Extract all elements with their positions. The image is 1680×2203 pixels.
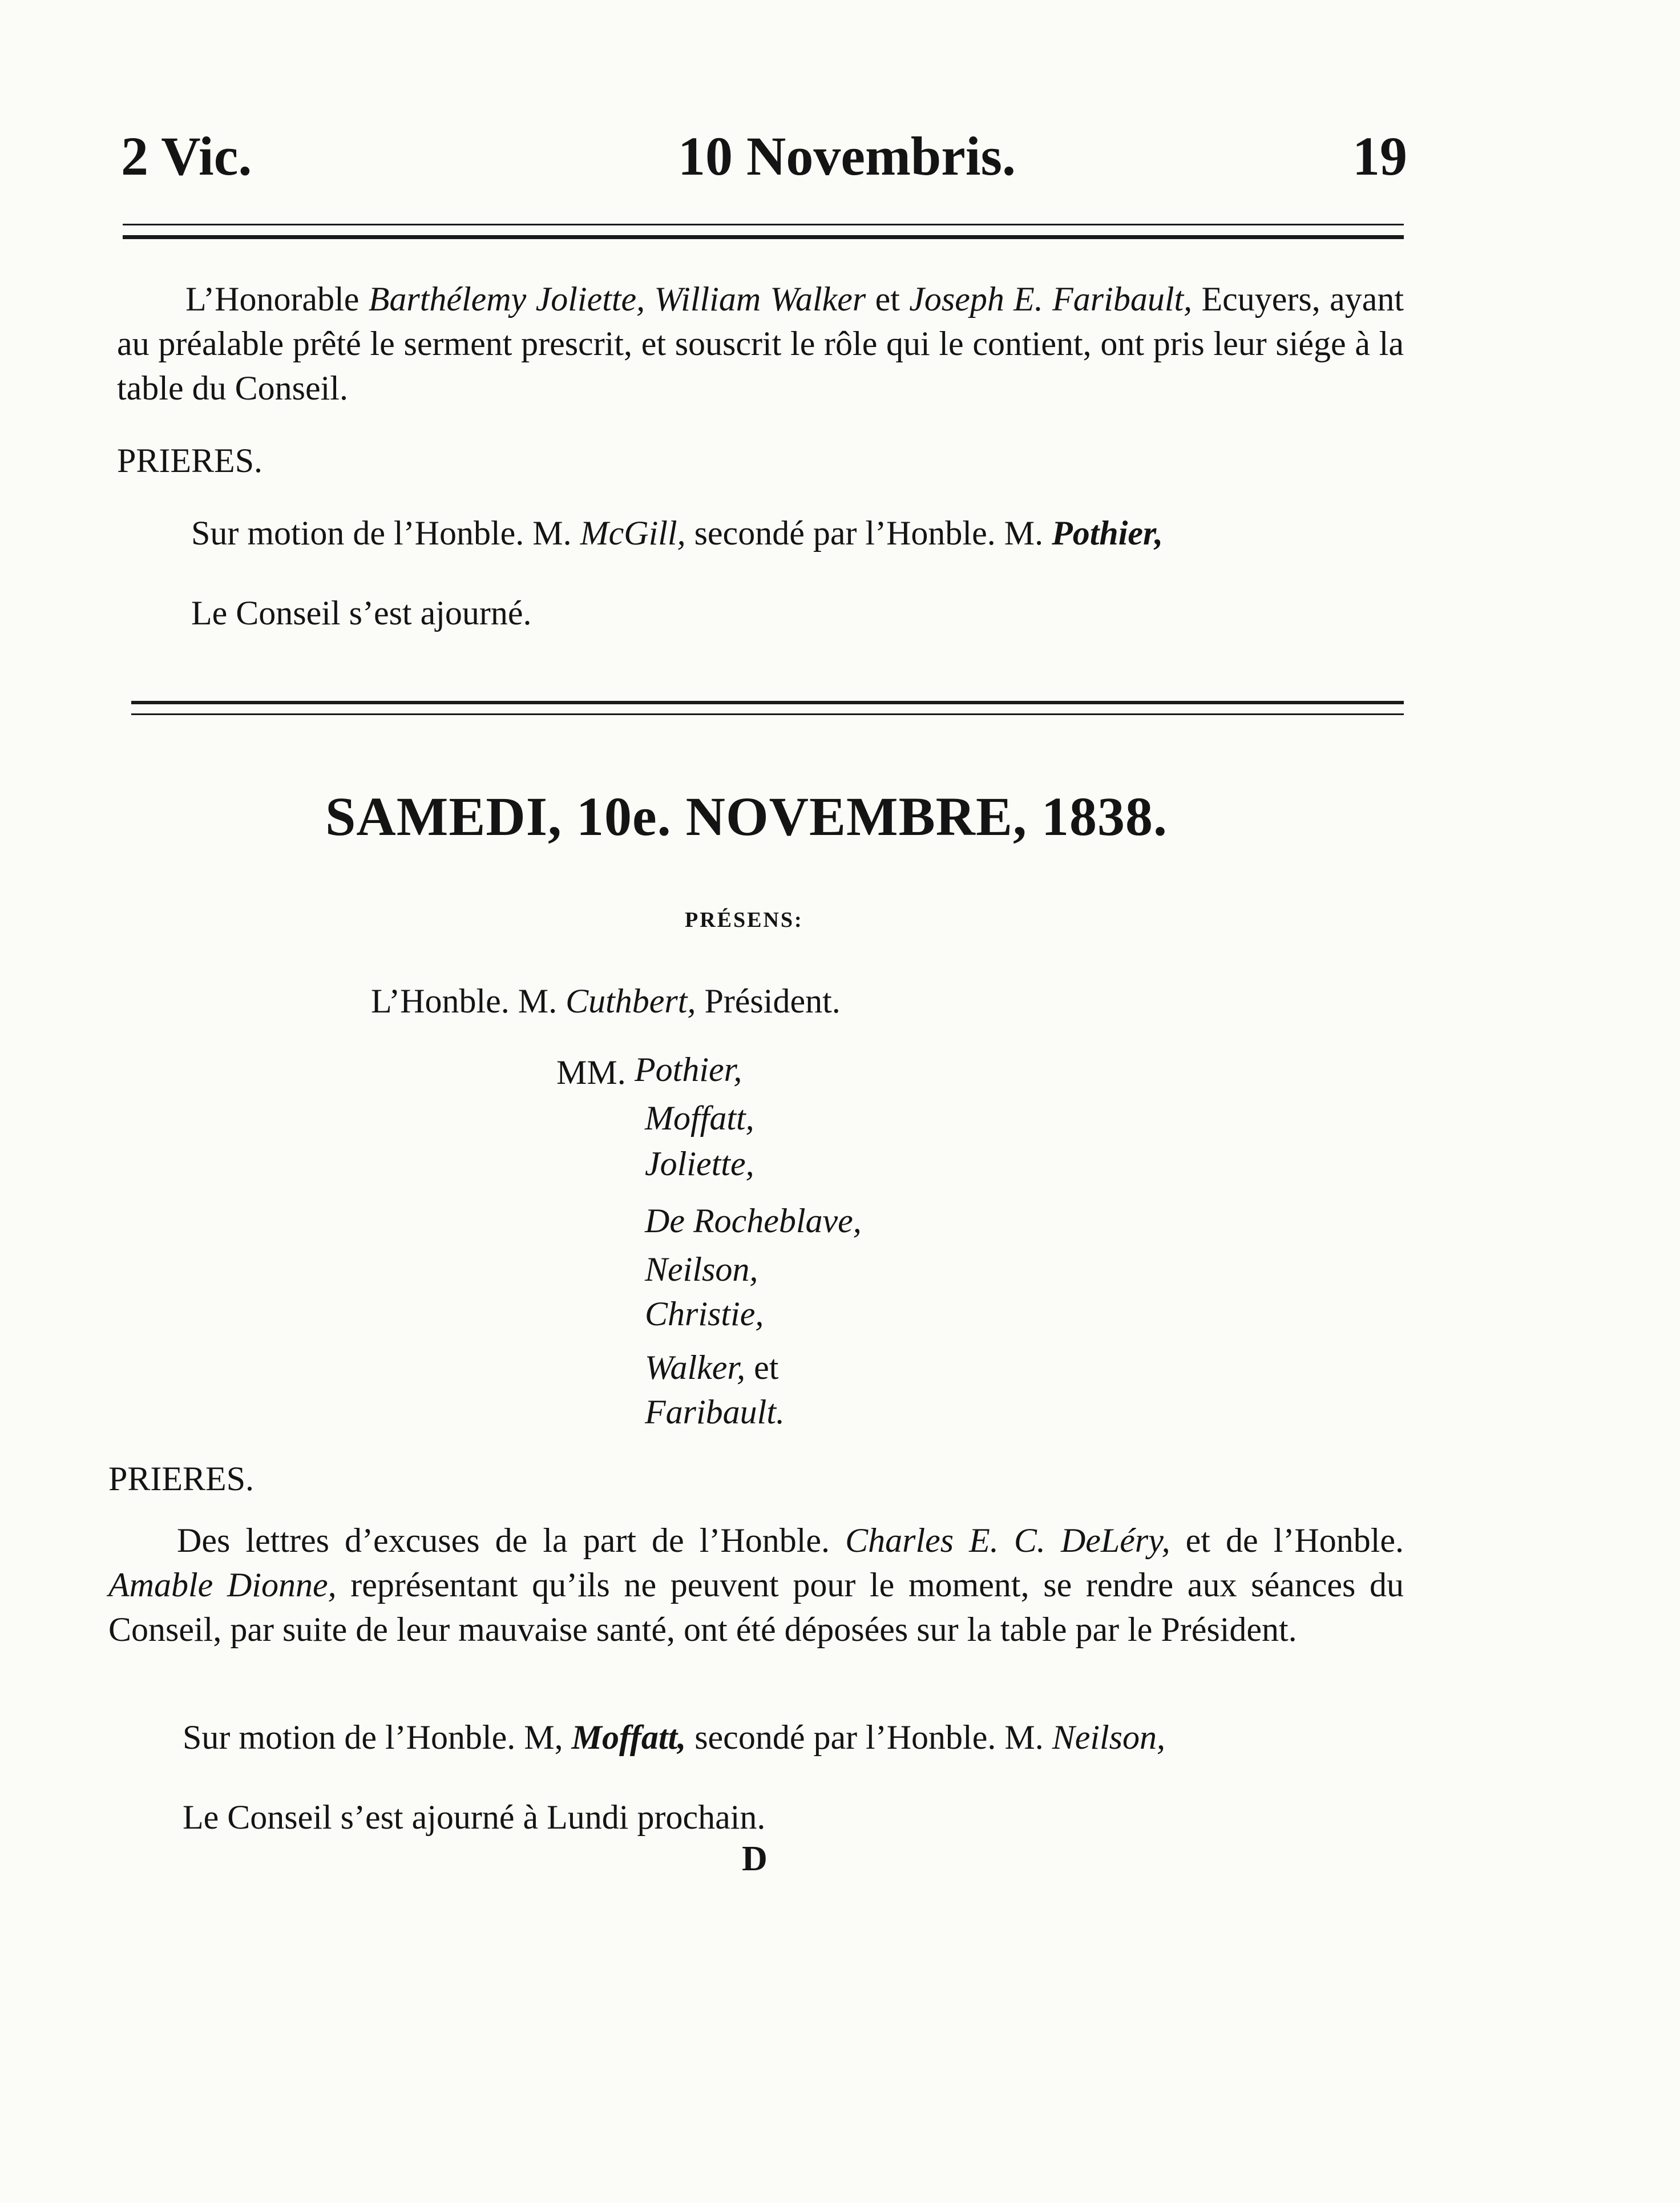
- section-rule-bottom: [131, 713, 1404, 715]
- member-walker-name: Walker,: [645, 1349, 746, 1386]
- president-post: Président.: [696, 982, 841, 1020]
- motion-1-mover: McGill,: [580, 514, 686, 552]
- motion-1: [191, 511, 1163, 555]
- member-walker: [645, 1348, 778, 1387]
- motion-2: [183, 1715, 1165, 1760]
- oath-paragraph: [117, 277, 1404, 414]
- header-rule-top: [123, 224, 1404, 225]
- member-faribault: Faribault.: [645, 1393, 785, 1431]
- oath-text-start: L’Honorable: [185, 280, 369, 318]
- date-heading: SAMEDI, 10e. NOVEMBRE, 1838.: [325, 786, 1168, 847]
- letters-paragraph: [108, 1518, 1404, 1706]
- prieres-heading-2: PRIERES.: [108, 1460, 255, 1498]
- member-pothier: Pothier,: [635, 1051, 742, 1088]
- header-left: 2 Vic.: [121, 126, 252, 187]
- prieres-heading-1: PRIERES.: [117, 442, 263, 479]
- letters-text-rest: représentant qu’ils ne peuvent pour le moment, se rendre aux séances du Conseil, par suite de leur mauvaise santé, ont été déposées sur la table par le Président.: [108, 1566, 1404, 1648]
- motion-2-seconder: Neilson,: [1052, 1718, 1166, 1756]
- oath-and: et: [866, 280, 910, 318]
- motion-2-mid: secondé par l’Honble. M.: [686, 1718, 1052, 1756]
- member-moffatt: Moffatt,: [645, 1099, 754, 1137]
- header-center: 10 Novembris.: [678, 126, 1016, 187]
- motion-1-seconder: Pothier,: [1052, 514, 1164, 552]
- header-rule-bottom: [123, 235, 1404, 239]
- motion-1-pre: Sur motion de l’Honble. M.: [191, 514, 580, 552]
- president-name: Cuthbert,: [566, 982, 696, 1020]
- motion-2-pre: Sur motion de l’Honble. M,: [183, 1718, 572, 1756]
- letters-text-mid: et de l’Honble.: [1170, 1522, 1404, 1559]
- letters-name-delery: Charles E. C. DeLéry,: [845, 1522, 1170, 1559]
- section-rule-top: [131, 701, 1404, 704]
- letters-text-start: Des lettres d’excuses de la part de l’Honble.: [177, 1522, 846, 1559]
- president-line: [371, 979, 841, 1023]
- oath-name-faribault: Joseph E. Faribault,: [909, 280, 1193, 318]
- oath-text-rest: Ecuyers, ayant au préalable prêté le serment prescrit, et souscrit le rôle qui le contient, ont pris leur siége à la table du Conseil.: [117, 280, 1404, 407]
- motion-2-mover: Moffatt,: [571, 1718, 686, 1756]
- member-derocheblave: De Rocheblave,: [645, 1202, 862, 1240]
- page-number: 19: [1352, 126, 1407, 187]
- motion-1-mid: secondé par l’Honble. M.: [685, 514, 1052, 552]
- member-neilson: Neilson,: [645, 1250, 758, 1288]
- mm-label: MM.: [556, 1054, 626, 1091]
- member-walker-et: et: [745, 1349, 779, 1386]
- president-pre: L’Honble. M.: [371, 982, 566, 1020]
- oath-name-joliette: Barthélemy Joliette,: [368, 280, 645, 318]
- presens-label: PRÉSENS:: [685, 908, 803, 932]
- signature-mark: D: [742, 1839, 768, 1878]
- member-christie: Christie,: [645, 1295, 764, 1333]
- adjourned-1: Le Conseil s’est ajourné.: [191, 594, 532, 632]
- member-joliette: Joliette,: [645, 1145, 754, 1183]
- letters-name-dionne: Amable Dionne,: [108, 1566, 337, 1604]
- oath-name-walker: William Walker: [654, 280, 866, 318]
- adjourned-2: Le Conseil s’est ajourné à Lundi prochain.: [183, 1798, 766, 1836]
